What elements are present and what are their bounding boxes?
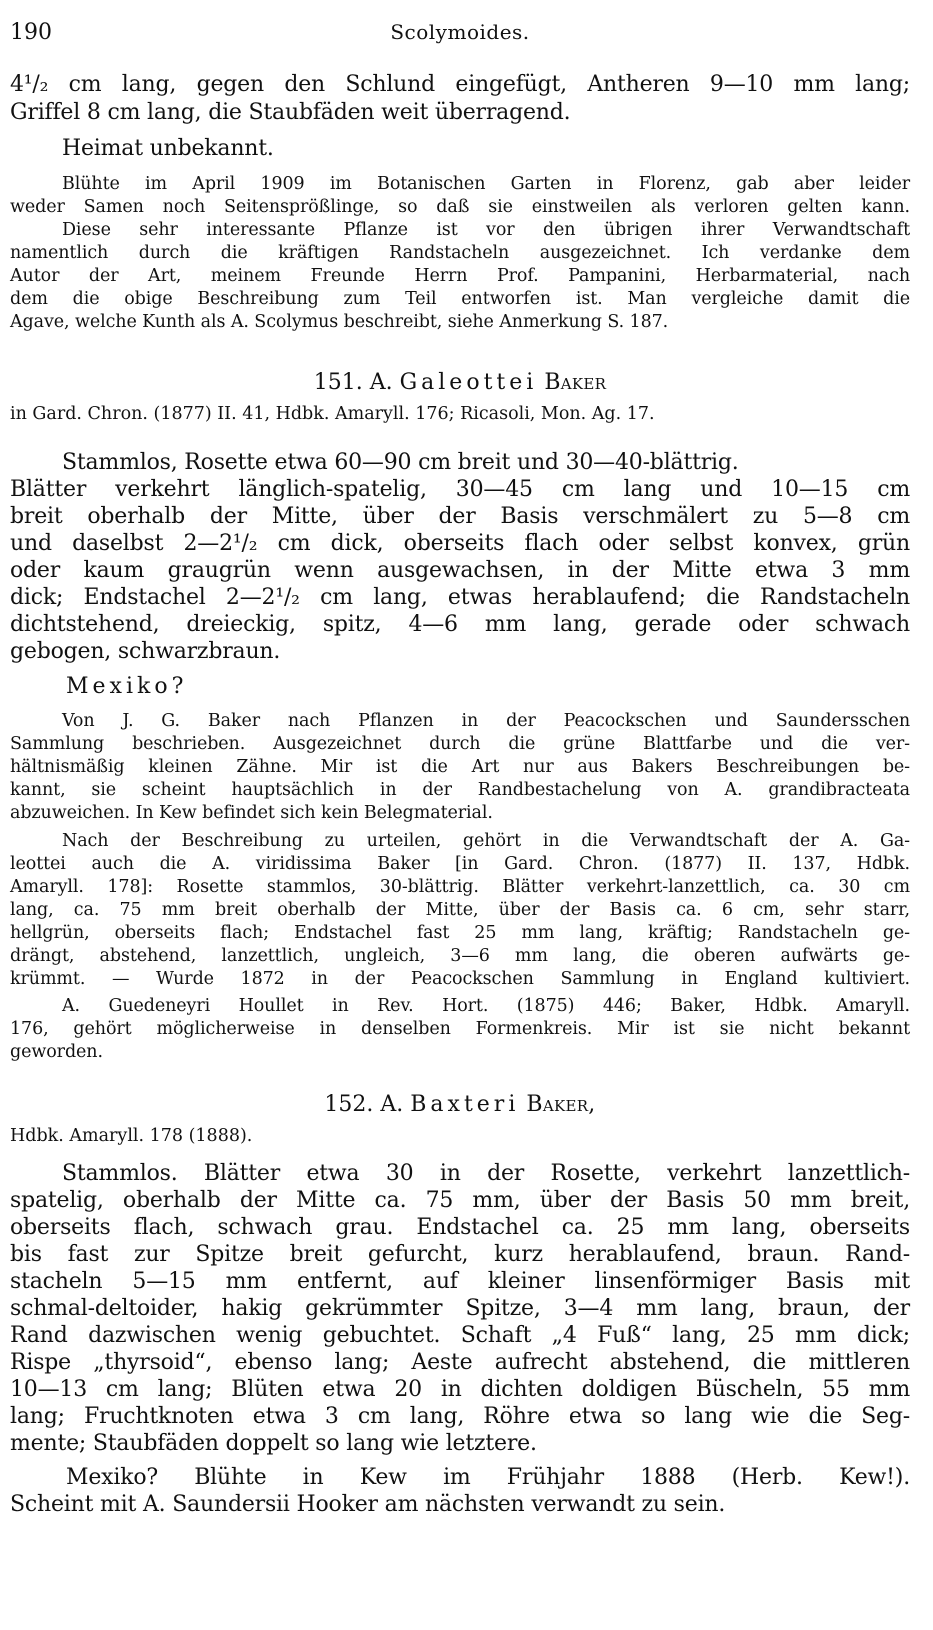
note-line: Agave, welche Kunth als A. Scolymus beschreibt, siehe Anmerkung S. 187. <box>10 312 669 332</box>
heading-author: Baker, <box>526 1092 596 1117</box>
note-line: Amaryll. 178]: Rosette stammlos, 30-blättrig. Blätter verkehrt-lanzettlich, ca. 30 cm <box>10 877 910 897</box>
heading-species: Baxteri <box>410 1092 520 1117</box>
text-line: breit oberhalb der Mitte, über der Basis verschmälert zu 5—8 cm <box>10 504 910 529</box>
text-line: 4¹/₂ cm lang, gegen den Schlund eingefügt, Antheren 9—10 mm lang; <box>10 72 910 97</box>
note-line: namentlich durch die kräftigen Randstacheln ausgezeichnet. Ich verdanke dem <box>10 243 910 263</box>
habitat-line: Mexiko? Blühte in Kew im Frühjahr 1888 (Herb. Kew!). <box>66 1465 910 1490</box>
note-line: Sammlung beschrieben. Ausgezeichnet durch die grüne Blattfarbe und die ver- <box>10 734 910 754</box>
book-page <box>10 0 910 1630</box>
text-line: schmal-deltoider, hakig gekrümmter Spitze, 3—4 mm lang, braun, der <box>10 1296 910 1321</box>
text-line: 10—13 cm lang; Blüten etwa 20 in dichten doldigen Büscheln, 55 mm <box>10 1377 910 1402</box>
text-line: gebogen, schwarzbraun. <box>10 639 281 664</box>
text-line: Rispe „thyrsoid“, ebenso lang; Aeste aufrecht abstehend, die mittleren <box>10 1350 910 1375</box>
text-line: Griffel 8 cm lang, die Staubfäden weit überragend. <box>10 100 571 125</box>
citation-152: Hdbk. Amaryll. 178 (1888). <box>10 1126 253 1146</box>
note-line: Diese sehr interessante Pflanze ist vor den übrigen ihrer Verwandtschaft <box>62 220 910 240</box>
text-line: Scheint mit A. Saundersii Hooker am nächsten verwandt zu sein. <box>10 1492 726 1517</box>
text-line: Stammlos, Rosette etwa 60—90 cm breit und 30—40-blättrig. <box>62 450 739 475</box>
text-line: dick; Endstachel 2—2¹/₂ cm lang, etwas herablaufend; die Randstacheln <box>10 585 910 610</box>
text-line: spatelig, oberhalb der Mitte ca. 75 mm, über der Basis 50 mm breit, <box>10 1188 910 1213</box>
text-line: Stammlos. Blätter etwa 30 in der Rosette, verkehrt lanzettlich- <box>62 1161 910 1186</box>
text-line: bis fast zur Spitze breit gefurcht, kurz herablaufend, braun. Rand- <box>10 1242 910 1267</box>
note-line: hältnismäßig kleinen Zähne. Mir ist die Art nur aus Bakers Beschreibungen be- <box>10 757 910 777</box>
species-heading-151 <box>10 372 910 394</box>
note-line: Autor der Art, meinem Freunde Herrn Prof. Pampanini, Herbarmaterial, nach <box>10 266 910 286</box>
species-heading-152 <box>10 1094 910 1116</box>
page-number: 190 <box>10 20 52 45</box>
heading-number: 151. A. <box>313 370 393 395</box>
note-line: weder Samen noch Seitensprößlinge, so daß sie einstweilen als verloren gelten kann. <box>10 197 910 217</box>
note-line: drängt, abstehend, lanzettlich, ungleich, 3—6 mm lang, die oberen aufwärts ge- <box>10 946 910 966</box>
note-line: hellgrün, oberseits flach; Endstachel fast 25 mm lang, kräftig; Randstacheln ge- <box>10 923 910 943</box>
text-line: mente; Staubfäden doppelt so lang wie letztere. <box>10 1431 537 1456</box>
running-title: Scolymoides. <box>390 20 530 44</box>
text-line: Rand dazwischen wenig gebuchtet. Schaft „4 Fuß“ lang, 25 mm dick; <box>10 1323 910 1348</box>
note-line: Nach der Beschreibung zu urteilen, gehört in die Verwandtschaft der A. Ga- <box>62 831 910 851</box>
note-line: leottei auch die A. viridissima Baker [in Gard. Chron. (1877) II. 137, Hdbk. <box>10 854 910 874</box>
text-line: und daselbst 2—2¹/₂ cm dick, oberseits flach oder selbst konvex, grün <box>10 531 910 556</box>
note-line: 176, gehört möglicherweise in denselben Formenkreis. Mir ist sie nicht bekannt <box>10 1019 910 1039</box>
text-line: dichtstehend, dreieckig, spitz, 4—6 mm lang, gerade oder schwach <box>10 612 910 637</box>
note-line: kannt, sie scheint hauptsächlich in der Randbestachelung von A. grandibracteata <box>10 780 910 800</box>
heading-number: 152. A. <box>324 1092 404 1117</box>
text-line: oder kaum graugrün wenn ausgewachsen, in der Mitte etwa 3 mm <box>10 558 910 583</box>
text-line: stacheln 5—15 mm entfernt, auf kleiner linsenförmiger Basis mit <box>10 1269 910 1294</box>
note-line: lang, ca. 75 mm breit oberhalb der Mitte, über der Basis ca. 6 cm, sehr starr, <box>10 900 910 920</box>
habitat-line: Mexiko? <box>66 674 188 699</box>
citation-151: in Gard. Chron. (1877) II. 41, Hdbk. Amaryll. 176; Ricasoli, Mon. Ag. 17. <box>10 404 655 424</box>
note-line: abzuweichen. In Kew befindet sich kein Belegmaterial. <box>10 803 493 823</box>
text-line: Blätter verkehrt länglich-spatelig, 30—45 cm lang und 10—15 cm <box>10 477 910 502</box>
note-line: Von J. G. Baker nach Pflanzen in der Peacockschen und Saundersschen <box>62 711 910 731</box>
heading-species: Galeottei <box>399 370 538 395</box>
text-line: lang; Fruchtknoten etwa 3 cm lang, Röhre etwa so lang wie die Seg- <box>10 1404 910 1429</box>
note-line: dem die obige Beschreibung zum Teil entworfen ist. Man vergleiche damit die <box>10 289 910 309</box>
note-line: A. Guedeneyri Houllet in Rev. Hort. (1875) 446; Baker, Hdbk. Amaryll. <box>62 996 910 1016</box>
note-line: Blühte im April 1909 im Botanischen Garten in Florenz, gab aber leider <box>62 174 910 194</box>
text-line: oberseits flach, schwach grau. Endstachel ca. 25 mm lang, oberseits <box>10 1215 910 1240</box>
heading-author: Baker <box>544 370 607 395</box>
note-line: geworden. <box>10 1042 103 1062</box>
habitat-line: Heimat unbekannt. <box>62 136 274 161</box>
note-line: krümmt. — Wurde 1872 in der Peacockschen Sammlung in England kultiviert. <box>10 969 910 989</box>
